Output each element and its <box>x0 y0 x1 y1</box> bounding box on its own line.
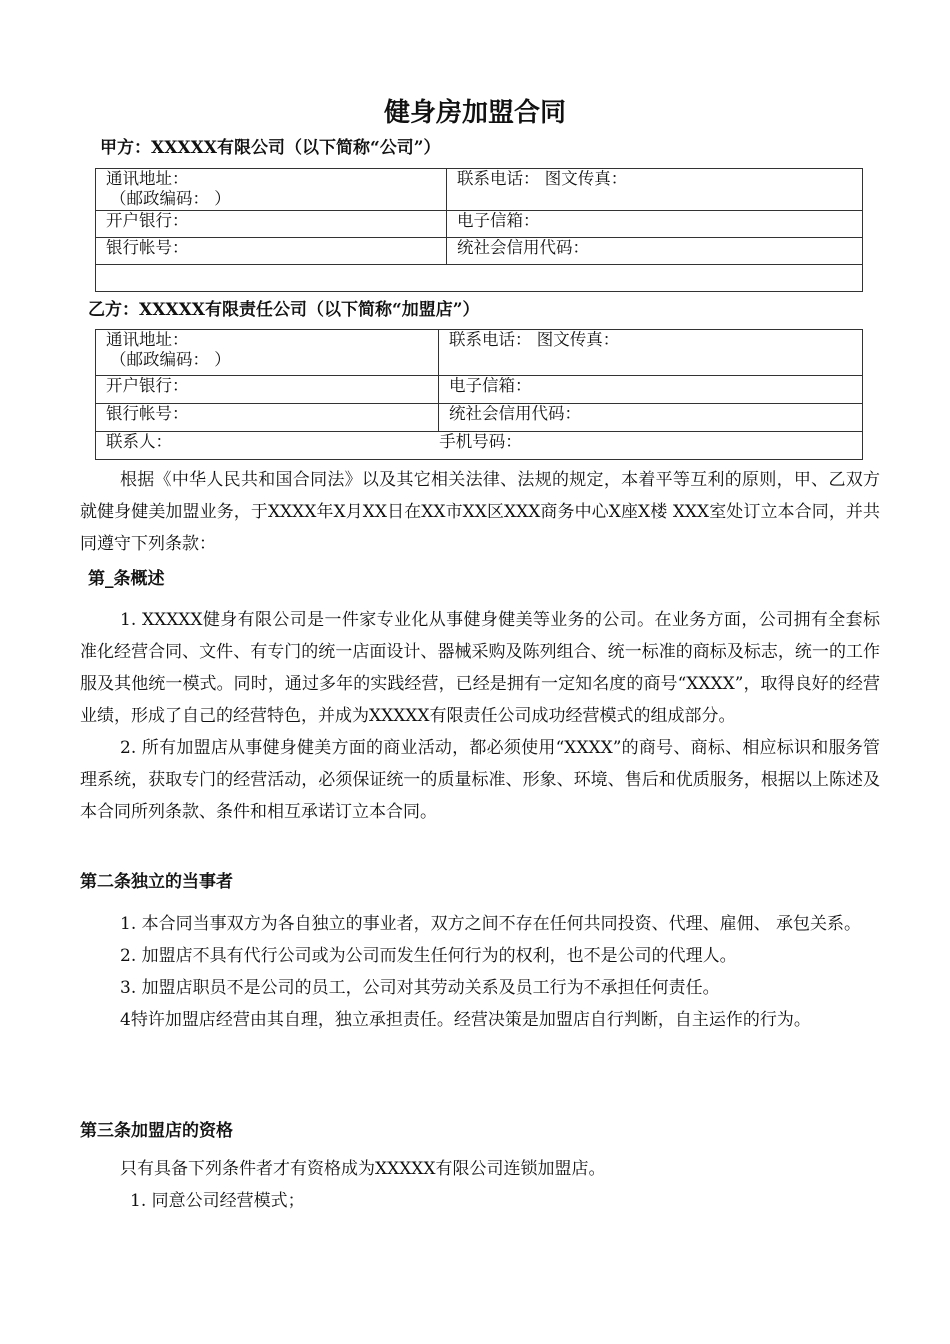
party-a-postcode: （邮政编码： ） <box>110 189 231 208</box>
party-a-address: 通讯地址： <box>106 169 189 188</box>
party-b-credit-code: 统社会信用代码： <box>439 404 863 432</box>
party-b-address-cell <box>96 330 439 376</box>
party-a-bank: 开户银行： <box>96 211 447 238</box>
section-2-paragraph-2: 2. 加盟店不具有代行公司或为公司而发生任何行为的权利，也不是公司的代理人。 <box>120 946 737 966</box>
party-a-address-cell <box>96 169 447 211</box>
page-title: 健身房加盟合同 <box>383 98 566 128</box>
party-a-table <box>95 168 863 292</box>
section-3-item-1: 1. 同意公司经营模式； <box>130 1191 305 1211</box>
party-a-credit-code: 统社会信用代码： <box>447 238 863 265</box>
party-b-bank: 开户银行： <box>96 376 439 404</box>
section-3-heading: 第三条加盟店的资格 <box>80 1121 233 1141</box>
section-3-body <box>80 1153 880 1217</box>
party-a-empty-row <box>96 265 863 292</box>
party-a-phone-fax: 联系电话： 图文传真： <box>447 169 863 211</box>
section-1-paragraph-1: 1. XXXXX健身有限公司是一件家专业化从事健身健美等业务的公司。在业务方面，公司拥有全套标准化经营合同、文件、有专门的统一店面设计、器械采购及陈列组合、统一标准的商标及标志，统一的工作服及其他统一模式。同时，通过多年的实践经营，已经是拥有一定知名度的商号“XXXX”，取得良好的经营业绩，形成了自己的经营特色，并成为XXXXX有限责任公司成功经营模式的组成部分。 <box>80 610 880 726</box>
party-b-account: 银行帐号： <box>96 404 439 432</box>
party-a-email: 电子信箱： <box>447 211 863 238</box>
section-2-paragraph-4: 4特许加盟店经营由其自理，独立承担责任。经营决策是加盟店自行判断，自主运作的行为。 <box>120 1010 811 1030</box>
party-a-heading: 甲方：XXXXX有限公司（以下简称“公司”） <box>100 138 441 158</box>
section-1-paragraph-2: 2. 所有加盟店从事健身健美方面的商业活动，都必须使用“XXXX”的商号、商标、相应标识和服务管理系统，获取专门的经营活动，必须保证统一的质量标准、形象、环境、售后和优质服务，根据以上陈述及本合同所列条款、条件和相互承诺订立本合同。 <box>80 738 880 822</box>
section-2-heading: 第二条独立的当事者 <box>80 872 233 892</box>
section-2-paragraph-3: 3. 加盟店职员不是公司的员工，公司对其劳动关系及员工行为不承担任何责任。 <box>120 978 720 998</box>
party-b-mobile: 手机号码： <box>439 432 522 451</box>
preamble-block <box>80 464 880 560</box>
party-b-heading: 乙方：XXXXX有限责任公司（以下简称“加盟店”） <box>88 300 480 320</box>
party-b-contact: 联系人： <box>106 432 172 451</box>
party-b-table <box>95 329 863 460</box>
party-b-phone-fax: 联系电话： 图文传真： <box>439 330 863 376</box>
party-a-account: 银行帐号： <box>96 238 447 265</box>
party-b-contact-row <box>96 432 863 460</box>
preamble: 根据《中华人民共和国合同法》以及其它相关法律、法规的规定，本着平等互利的原则，甲、乙双方就健身健美加盟业务，于XXXX年X月XX日在XX市XX区XXX商务中心X座X楼 XXX室处订立本合同，并共同遵守下列条款： <box>80 470 880 554</box>
party-b-postcode: （邮政编码： ） <box>110 350 231 369</box>
section-2-paragraph-1: 1. 本合同当事双方为各自独立的事业者，双方之间不存在任何共同投资、代理、雇佣、 承包关系。 <box>120 914 862 934</box>
section-2-body <box>80 908 880 1036</box>
section-1-body <box>80 604 880 828</box>
section-1-heading: 第_条概述 <box>88 569 165 589</box>
party-b-address: 通讯地址： <box>106 330 189 349</box>
party-b-email: 电子信箱： <box>439 376 863 404</box>
section-3-paragraph-1: 只有具备下列条件者才有资格成为XXXXX有限公司连锁加盟店。 <box>120 1159 606 1179</box>
